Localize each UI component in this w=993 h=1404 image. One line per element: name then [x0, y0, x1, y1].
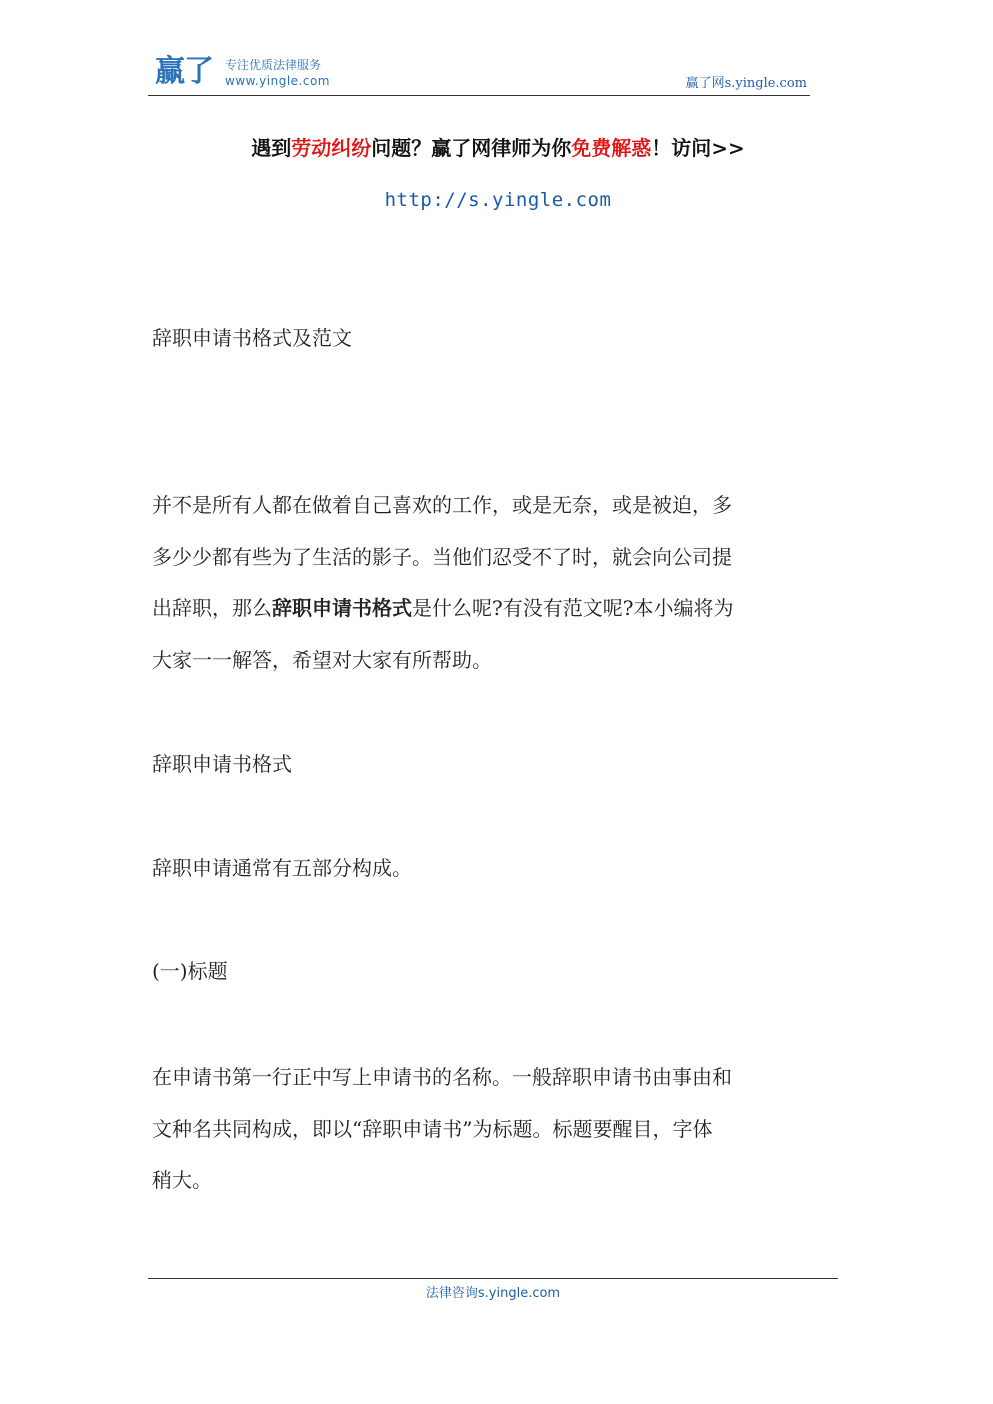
footer-divider: [148, 1278, 838, 1279]
section-heading-text: 辞职申请书格式: [152, 752, 292, 776]
promo-highlight-2: 免费解惑: [571, 136, 652, 160]
logo-mark: 赢了: [155, 54, 213, 89]
logo-url: www.yingle.com: [225, 74, 330, 88]
promo-text-2: 问题？赢了网律师为你: [371, 136, 572, 160]
item-heading: [152, 946, 832, 998]
footer-link[interactable]: 法律咨询s.yingle.com: [425, 1286, 561, 1301]
section-heading: [152, 739, 832, 791]
promo-text-1: 遇到: [251, 136, 292, 160]
promo-banner: [148, 132, 848, 161]
intro-line-3-text-a: 出辞职，那么: [152, 596, 272, 620]
promo-highlight-1: 劳动纠纷: [291, 136, 372, 160]
intro-line-2: 多少少都有些为了生活的影子。当他们忍受不了时，就会向公司提: [152, 544, 732, 569]
intro-line-3-text-b: 是什么呢?有没有范文呢?本小编将为: [412, 596, 734, 620]
logo-slogan: 专注优质法律服务: [225, 58, 322, 72]
document-title: 辞职申请书格式及范文: [152, 326, 352, 350]
item-heading-text: (一)标题: [152, 959, 228, 983]
intro-paragraph: [152, 480, 832, 686]
intro-line-1: 并不是所有人都在做着自己喜欢的工作，或是无奈，或是被迫，多: [152, 493, 732, 517]
intro-line-4: 大家一一解答，希望对大家有所帮助。: [152, 647, 492, 672]
header-site-link[interactable]: 赢了网s.yingle.com: [685, 76, 807, 91]
header-divider: [148, 95, 810, 96]
intro-line-3: [152, 583, 832, 635]
section-intro: [152, 843, 832, 895]
item-body-line-3: 稍大。: [152, 1168, 212, 1192]
promo-text-3: ！访问>>: [651, 136, 745, 160]
item-body-line-1: 在申请书第一行正中写上申请书的名称。一般辞职申请书由事由和: [152, 1065, 732, 1089]
section-intro-text: 辞职申请通常有五部分构成。: [152, 856, 412, 880]
intro-keyword: 辞职申请书格式: [272, 596, 412, 620]
site-logo[interactable]: [155, 52, 365, 92]
promo-link[interactable]: http://s.yingle.com: [384, 189, 612, 211]
item-body-line-2: 文种名共同构成，即以“辞职申请书”为标题。标题要醒目，字体: [152, 1116, 713, 1141]
item-body-paragraph: [152, 1052, 832, 1207]
